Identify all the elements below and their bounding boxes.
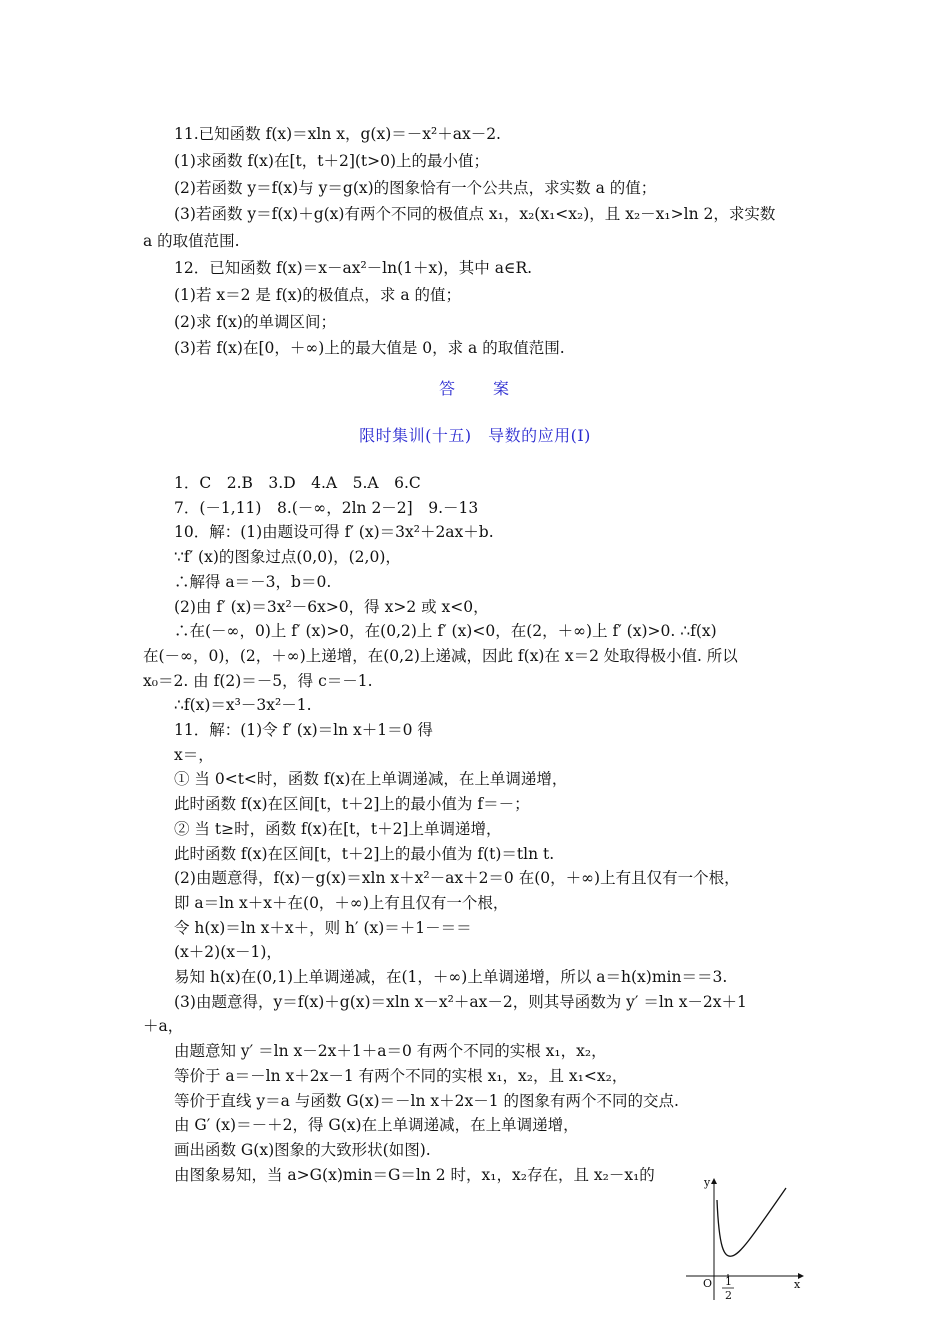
answer-line: 易知 h(x)在(0,1)上单调递减，在(1，＋∞)上单调递增，所以 a＝h(x)min＝＝3. bbox=[174, 968, 728, 986]
answer-line: 由图象易知，当 a>G(x)min＝G＝ln 2 时，x₁，x₂存在，且 x₂－x₁的 bbox=[174, 1165, 655, 1184]
answer-line: (x＋2)(x－1)， bbox=[174, 943, 282, 962]
answer-line: ∴在(－∞，0)上 f′ (x)>0，在(0,2)上 f′ (x)<0，在(2，＋∞)上 f′ (x)>0. ∴f(x) bbox=[174, 622, 717, 641]
answer-line: ∵f′ (x)的图象过点(0,0)，(2,0)， bbox=[174, 548, 401, 567]
answer-line: (3)由题意得，y＝f(x)＋g(x)＝xln x－x²＋ax－2，则其导函数为 y′ ＝ln x－2x＋1 bbox=[174, 992, 747, 1011]
question-line: (1)求函数 f(x)在[t，t＋2](t>0)上的最小值； bbox=[174, 151, 490, 170]
answer-line: (2)由题意得，f(x)－g(x)＝xln x＋x²－ax＋2＝0 在(0，＋∞)上有且仅有一个根， bbox=[174, 869, 740, 888]
question-line: (2)若函数 y＝f(x)与 y＝g(x)的图象恰有一个公共点，求实数 a 的值； bbox=[174, 178, 657, 197]
answer-line: 1．C 2.B 3.D 4.A 5.A 6.C bbox=[174, 474, 421, 492]
answer-line: 由 G′ (x)＝－＋2，得 G(x)在上单调递减，在上单调递增， bbox=[174, 1116, 579, 1135]
question-line: (1)若 x＝2 是 f(x)的极值点，求 a 的值； bbox=[174, 285, 462, 304]
question-line: (2)求 f(x)的单调区间； bbox=[174, 312, 336, 331]
answer-line: x＝， bbox=[174, 745, 214, 764]
x-axis-label: x bbox=[794, 1278, 801, 1291]
question-line: 12．已知函数 f(x)＝x－ax²－ln(1＋x)，其中 a∈R. bbox=[174, 259, 533, 277]
y-axis-label: y bbox=[704, 1176, 711, 1189]
answer-line: 画出函数 G(x)图象的大致形状(如图). bbox=[174, 1140, 431, 1159]
answer-line: ② 当 t≥时，函数 f(x)在[t，t＋2]上单调递增， bbox=[174, 819, 502, 838]
answer-line: 在(－∞，0)，(2，＋∞)上递增，在(0,2)上递减，因此 f(x)在 x＝2 处取得极小值. 所以 bbox=[143, 646, 738, 665]
answer-line: 7．(－1,11) 8.(－∞，2ln 2－2] 9.－13 bbox=[174, 498, 479, 517]
answer-line: ① 当 0<t<时，函数 f(x)在上单调递减，在上单调递增， bbox=[174, 770, 568, 789]
curve-G bbox=[717, 1188, 786, 1256]
answer-line: 11．解：(1)令 f′ (x)＝ln x＋1＝0 得 bbox=[174, 721, 433, 739]
function-graph bbox=[676, 1170, 816, 1310]
answer-line: 由题意知 y′ ＝ln x－2x＋1＋a＝0 有两个不同的实根 x₁，x₂， bbox=[174, 1042, 607, 1061]
answer-line: 此时函数 f(x)在区间[t，t＋2]上的最小值为 f(t)＝tln t. bbox=[174, 844, 555, 863]
question-line: (3)若 f(x)在[0，＋∞)上的最大值是 0，求 a 的取值范围. bbox=[174, 339, 565, 358]
answer-line: ∴解得 a＝－3，b＝0. bbox=[174, 572, 332, 591]
y-axis-arrow bbox=[711, 1178, 717, 1184]
answer-line: ∴f(x)＝x³－3x²－1. bbox=[174, 696, 312, 715]
answer-line: x₀＝2. 由 f(2)＝－5，得 c＝－1. bbox=[143, 671, 373, 690]
answer-line: 等价于 a＝－ln x＋2x－1 有两个不同的实根 x₁，x₂，且 x₁<x₂， bbox=[174, 1066, 628, 1085]
answer-line: 10．解：(1)由题设可得 f′ (x)＝3x²＋2ax＋b. bbox=[174, 523, 494, 542]
question-line: 11.已知函数 f(x)＝xln x，g(x)＝－x²＋ax－2. bbox=[174, 125, 501, 143]
answer-line: 此时函数 f(x)在区间[t，t＋2]上的最小值为 f＝－； bbox=[174, 795, 530, 814]
tick-denominator: 2 bbox=[725, 1289, 732, 1302]
answer-line: 令 h(x)＝ln x＋x＋，则 h′ (x)＝＋1－＝＝ bbox=[174, 918, 472, 937]
answer-line: ＋a， bbox=[143, 1017, 184, 1036]
section-heading: 限时集训(十五) 导数的应用(Ⅰ) bbox=[359, 426, 591, 445]
origin-label: O bbox=[703, 1277, 713, 1290]
tick-numerator: 1 bbox=[725, 1275, 732, 1288]
answer-line: 即 a＝ln x＋x＋在(0，＋∞)上有且仅有一个根， bbox=[174, 893, 509, 912]
answer-line: (2)由 f′ (x)＝3x²－6x>0，得 x>2 或 x<0， bbox=[174, 597, 489, 616]
answer-heading: 答 案 bbox=[438, 379, 511, 398]
question-line: a 的取值范围. bbox=[143, 232, 240, 251]
question-line: (3)若函数 y＝f(x)＋g(x)有两个不同的极值点 x₁，x₂(x₁<x₂)，且 x₂－x₁>ln 2，求实数 bbox=[174, 205, 776, 224]
answer-line: 等价于直线 y＝a 与函数 G(x)＝－ln x＋2x－1 的图象有两个不同的交点. bbox=[174, 1091, 679, 1110]
